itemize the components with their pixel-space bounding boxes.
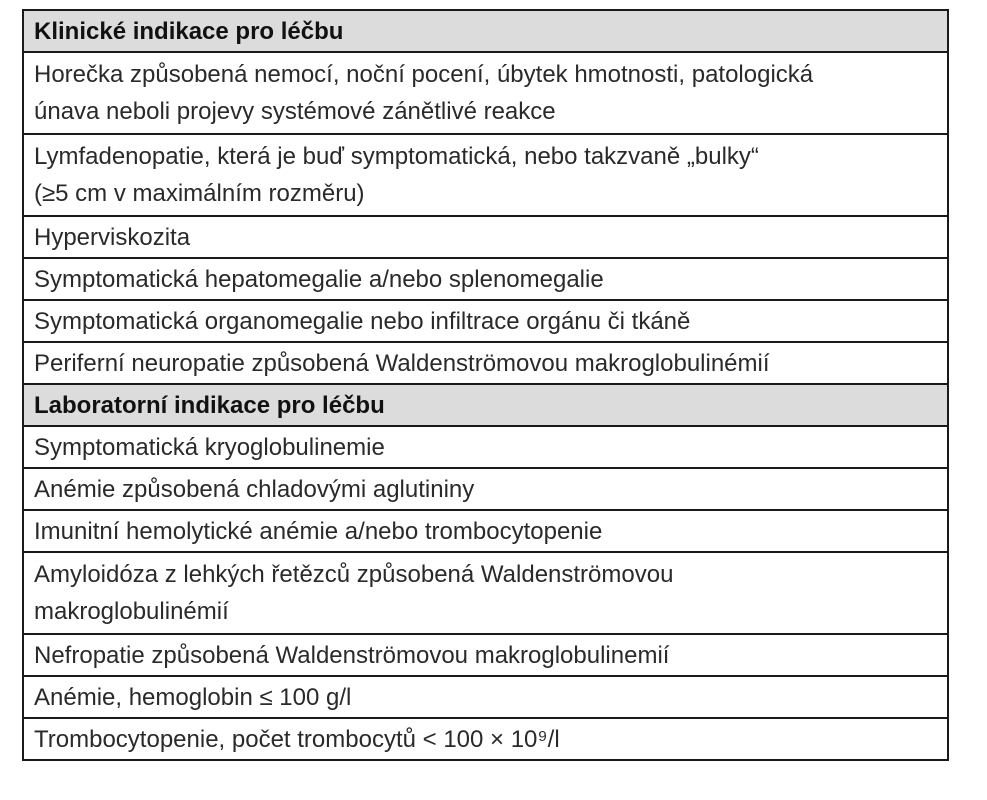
table-row [23, 676, 948, 718]
table-cell: Nefropatie způsobená Waldenströmovou makroglobulinemií [23, 634, 948, 676]
cell-line: makroglobulinémií [34, 598, 229, 625]
table-row [23, 552, 948, 634]
table-row [23, 426, 948, 468]
section-heading-clinical: Klinické indikace pro léčbu [23, 10, 948, 52]
table-cell: Symptomatická hepatomegalie a/nebo splenomegalie [23, 258, 948, 300]
cell-line: Lymfadenopatie, která je buď symptomatická, nebo takzvaně „bulky“ [34, 143, 759, 170]
table-cell: Symptomatická kryoglobulinemie [23, 426, 948, 468]
table-row [23, 634, 948, 676]
table-row [23, 718, 948, 760]
table-cell [23, 134, 948, 216]
cell-line: únava neboli projevy systémové zánětlivé reakce [34, 98, 556, 125]
section-heading-laboratory: Laboratorní indikace pro léčbu [23, 384, 948, 426]
table-row [23, 510, 948, 552]
section-header-row [23, 384, 948, 426]
table-row [23, 52, 948, 134]
table-cell: Symptomatická organomegalie nebo infiltrace orgánu či tkáně [23, 300, 948, 342]
table-row [23, 258, 948, 300]
cell-line: Amyloidóza z lehkých řetězců způsobená Waldenströmovou [34, 561, 674, 588]
cell-line: Horečka způsobená nemocí, noční pocení, úbytek hmotnosti, patologická [34, 61, 814, 88]
section-header-row [23, 10, 948, 52]
table-cell: Hyperviskozita [23, 216, 948, 258]
table-cell [23, 52, 948, 134]
table-cell: Anémie způsobená chladovými aglutininy [23, 468, 948, 510]
table-row [23, 216, 948, 258]
table-cell: Trombocytopenie, počet trombocytů < 100 × 10⁹/l [23, 718, 948, 760]
table-row [23, 468, 948, 510]
table-cell [23, 552, 948, 634]
table-row [23, 134, 948, 216]
table-cell: Periferní neuropatie způsobená Waldenströmovou makroglobulinémií [23, 342, 948, 384]
indications-table-container [22, 9, 949, 761]
indications-table [22, 9, 949, 761]
table-row [23, 300, 948, 342]
table-cell: Anémie, hemoglobin ≤ 100 g/l [23, 676, 948, 718]
table-row [23, 342, 948, 384]
table-cell: Imunitní hemolytické anémie a/nebo trombocytopenie [23, 510, 948, 552]
cell-line: (≥5 cm v maximálním rozměru) [34, 180, 365, 207]
